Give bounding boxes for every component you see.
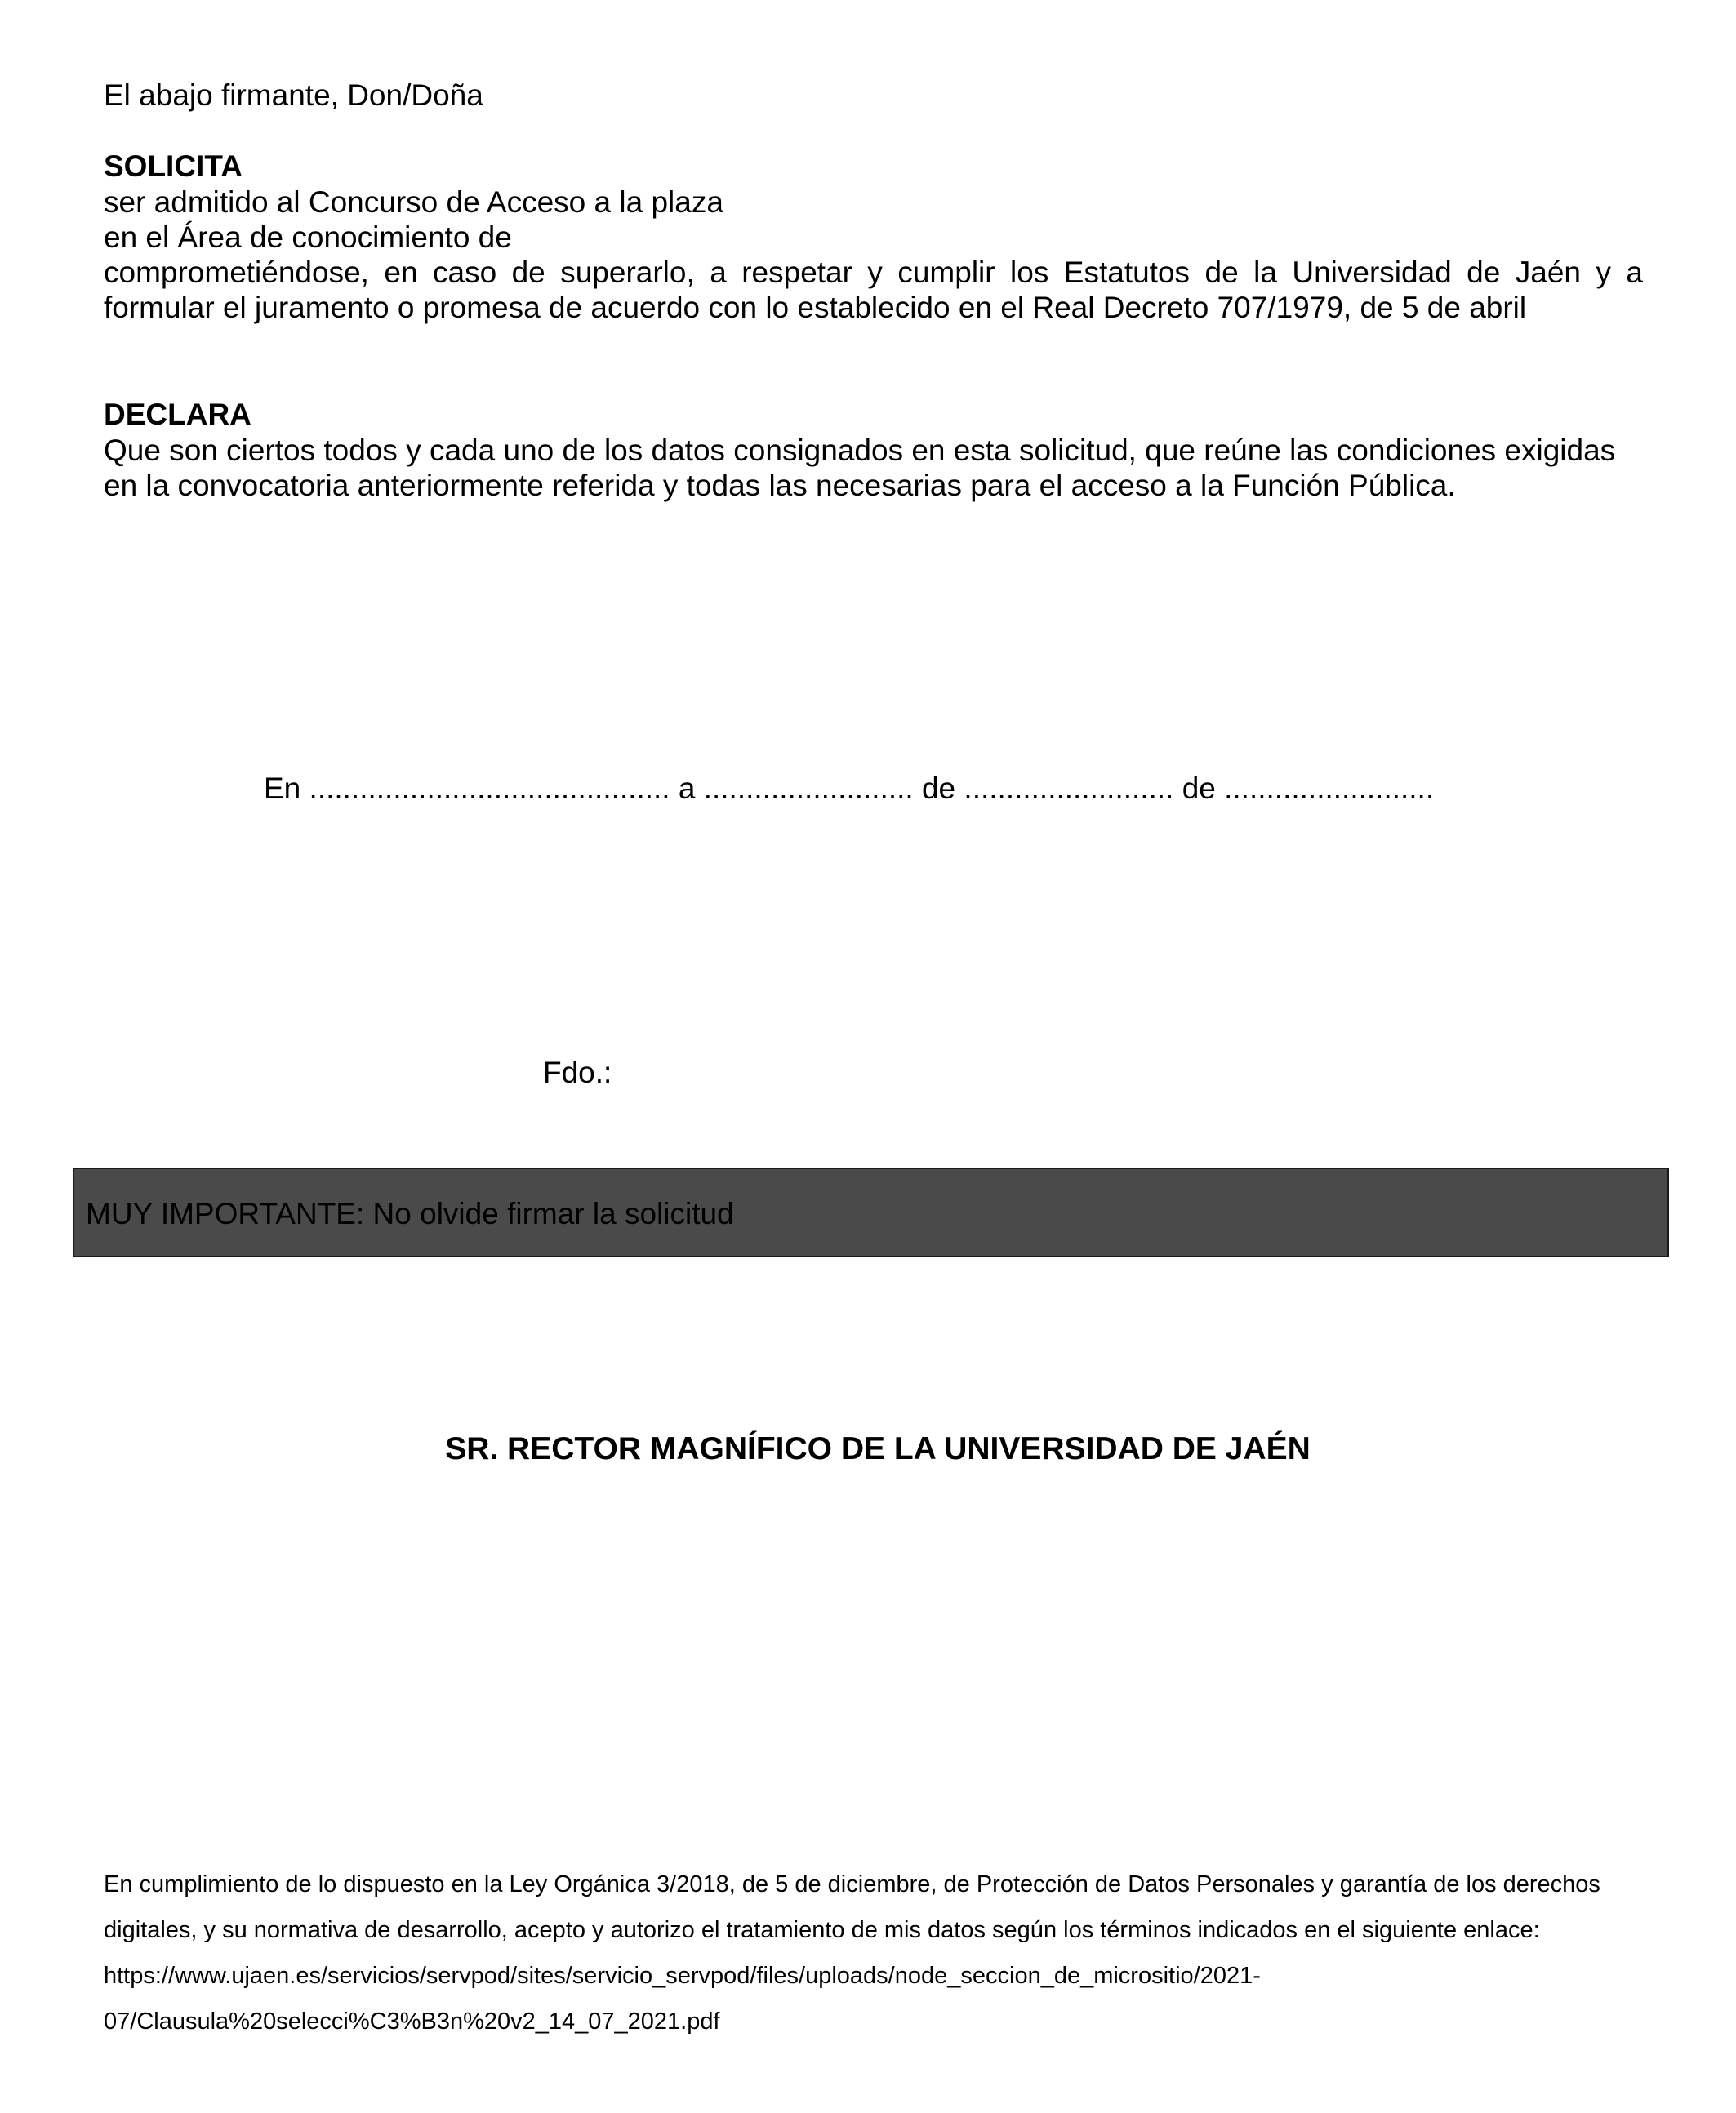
solicita-heading: SOLICITA [104,149,243,183]
data-protection-footer [104,1862,1647,2044]
addressee-heading: SR. RECTOR MAGNÍFICO DE LA UNIVERSIDAD DE JAÉN [445,1431,1311,1466]
footer-line-1: En cumplimiento de lo dispuesto en la Ley Orgánica 3/2018, de 5 de diciembre, de Protección de Datos Personales y garantía de los derechos [104,1871,1600,1897]
solicita-commitment-paragraph [104,255,1643,325]
important-notice-text: MUY IMPORTANTE: No olvide firmar la solicitud [86,1197,734,1230]
signatory-line: El abajo firmante, Don/Doña [104,78,483,112]
footer-link-line-1: https://www.ujaen.es/servicios/servpod/sites/servicio_servpod/files/uploads/node_seccion_de_micrositio/2021- [104,1963,1261,1989]
solicita-line-area: en el Área de conocimiento de [104,220,512,254]
footer-link-line-2: 07/Clausula%20selecci%C3%B3n%20v2_14_07_2021.pdf [104,2008,720,2035]
solicita-commitment-line-1: comprometiéndose, en caso de superarlo, a respetar y cumplir los Estatutos de la Universidad de Jaén y a [104,256,1643,289]
footer-line-2: digitales, y su normativa de desarrollo, acepto y autorizo el tratamiento de mis datos según los términos indicados en el siguiente enlace: [104,1917,1540,1943]
place-date-line: En ........................................... a ......................... de ......................... de ......................... [264,772,1435,805]
declara-line-1: Que son ciertos todos y cada uno de los datos consignados en esta solicitud, que reúne las condiciones exigidas [104,434,1616,467]
solicita-line-plaza: ser admitido al Concurso de Acceso a la plaza [104,185,723,219]
solicita-commitment-line-2: formular el juramento o promesa de acuerdo con lo establecido en el Real Decreto 707/1979, de 5 de abril [104,291,1527,324]
declara-line-2: en la convocatoria anteriormente referida y todas las necesarias para el acceso a la Función Pública. [104,469,1456,502]
declara-paragraph [104,433,1647,503]
important-notice-box [73,1168,1669,1257]
signature-label: Fdo.: [543,1056,612,1089]
declara-heading: DECLARA [104,398,251,431]
